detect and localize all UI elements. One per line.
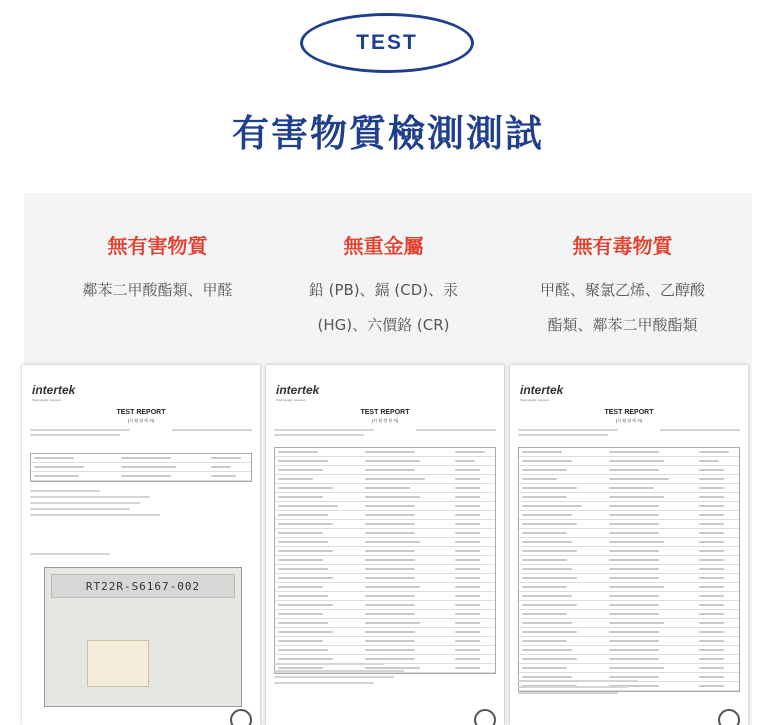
test-report-document-1	[22, 365, 260, 725]
report-title: TEST REPORT	[360, 409, 410, 416]
category-title: 無重金屬	[343, 234, 424, 258]
test-report-document-3	[510, 365, 748, 725]
intertek-logo: intertek	[520, 383, 564, 397]
category-desc-line: 甲醛、聚氯乙烯、乙醇酸	[539, 281, 705, 299]
table-row	[275, 457, 495, 466]
note-line	[518, 692, 618, 694]
note-line	[30, 496, 150, 498]
page-corner-icon	[718, 709, 740, 725]
table-row	[275, 628, 495, 637]
table-row	[519, 529, 739, 538]
report-meta-line	[518, 434, 608, 436]
report-meta-line	[518, 429, 618, 431]
table-row	[519, 547, 739, 556]
note-line	[274, 663, 384, 665]
category-title: 無有毒物質	[572, 234, 673, 258]
table-row	[275, 520, 495, 529]
table-row	[519, 520, 739, 529]
table-row	[519, 466, 739, 475]
table-row	[275, 466, 495, 475]
table-row	[275, 484, 495, 493]
table-row	[31, 454, 251, 463]
note-line	[274, 676, 394, 678]
results-table	[518, 447, 740, 692]
category-desc-line: (HG)、六價鉻 (CR)	[317, 316, 450, 334]
table-row	[275, 583, 495, 592]
table-row	[519, 475, 739, 484]
logo-tagline: Total Quality. Assured.	[32, 398, 62, 402]
table-row	[275, 538, 495, 547]
table-row	[519, 493, 739, 502]
table-row	[275, 646, 495, 655]
table-row	[275, 475, 495, 484]
report-title: TEST REPORT	[604, 409, 654, 416]
test-badge-label: TEST	[356, 31, 418, 54]
table-row	[519, 556, 739, 565]
table-row	[519, 502, 739, 511]
results-table	[274, 447, 496, 674]
table-row	[519, 610, 739, 619]
report-subtitle: (시 험 성 적 서)	[615, 418, 643, 423]
table-row	[519, 484, 739, 493]
report-meta-line	[660, 429, 740, 431]
note-line	[274, 670, 404, 672]
table-row	[275, 547, 495, 556]
note-line	[30, 490, 100, 492]
sample-block	[87, 640, 149, 687]
table-row	[519, 637, 739, 646]
note-line	[30, 508, 130, 510]
table-row	[519, 538, 739, 547]
table-row	[275, 511, 495, 520]
table-row	[519, 646, 739, 655]
category-title: 無有害物質	[107, 234, 208, 258]
logo-tagline: Total Quality. Assured.	[276, 398, 306, 402]
report-meta-line	[416, 429, 496, 431]
sample-label: RT22R-S6167-002	[85, 579, 201, 593]
note-line	[30, 553, 110, 555]
page-title: 有害物質檢測測試	[232, 112, 544, 155]
test-badge	[300, 13, 474, 73]
table-row	[275, 529, 495, 538]
table-row	[519, 664, 739, 673]
report-meta-line	[172, 429, 252, 431]
table-row	[275, 610, 495, 619]
table-row	[31, 463, 251, 472]
table-row	[519, 601, 739, 610]
table-row	[275, 592, 495, 601]
table-row	[275, 502, 495, 511]
table-row	[275, 556, 495, 565]
table-row	[519, 619, 739, 628]
table-row	[275, 637, 495, 646]
note-line	[518, 686, 628, 688]
category-no-toxic	[493, 230, 752, 343]
results-table	[30, 453, 252, 482]
table-row	[275, 448, 495, 457]
table-row	[275, 601, 495, 610]
report-meta-line	[274, 434, 364, 436]
category-desc-line: 鉛 (PB)、鎘 (CD)、汞	[308, 281, 459, 299]
report-meta-line	[274, 429, 374, 431]
note-line	[30, 514, 160, 516]
table-row	[519, 583, 739, 592]
report-subtitle: (시 험 성 적 서)	[371, 418, 399, 423]
note-line	[30, 502, 140, 504]
table-row	[519, 448, 739, 457]
category-desc-line: 鄰苯二甲酸酯類、甲醛	[82, 281, 233, 299]
intertek-logo: intertek	[276, 383, 320, 397]
table-row	[519, 574, 739, 583]
note-line	[274, 682, 374, 684]
sample-photo	[44, 567, 242, 707]
table-row	[275, 493, 495, 502]
table-row	[519, 565, 739, 574]
table-row	[519, 655, 739, 664]
test-report-document-2	[266, 365, 504, 725]
report-meta-line	[30, 434, 120, 436]
note-line	[518, 680, 638, 682]
logo-tagline: Total Quality. Assured.	[520, 398, 550, 402]
category-desc-line: 酯類、鄰苯二甲酸酯類	[547, 316, 698, 334]
table-row	[519, 457, 739, 466]
table-row	[31, 472, 251, 481]
intertek-logo: intertek	[32, 383, 76, 397]
page-corner-icon	[474, 709, 496, 725]
table-row	[275, 619, 495, 628]
page-corner-icon	[230, 709, 252, 725]
report-meta-line	[30, 429, 130, 431]
category-no-heavy-metal	[254, 230, 513, 343]
table-row	[519, 628, 739, 637]
table-row	[519, 511, 739, 520]
report-title: TEST REPORT	[116, 409, 166, 416]
table-row	[519, 592, 739, 601]
category-no-harmful	[28, 230, 287, 308]
sample-label-strip	[51, 574, 235, 598]
table-row	[275, 574, 495, 583]
table-row	[275, 565, 495, 574]
report-subtitle: (시 험 성 적 서)	[127, 418, 155, 423]
